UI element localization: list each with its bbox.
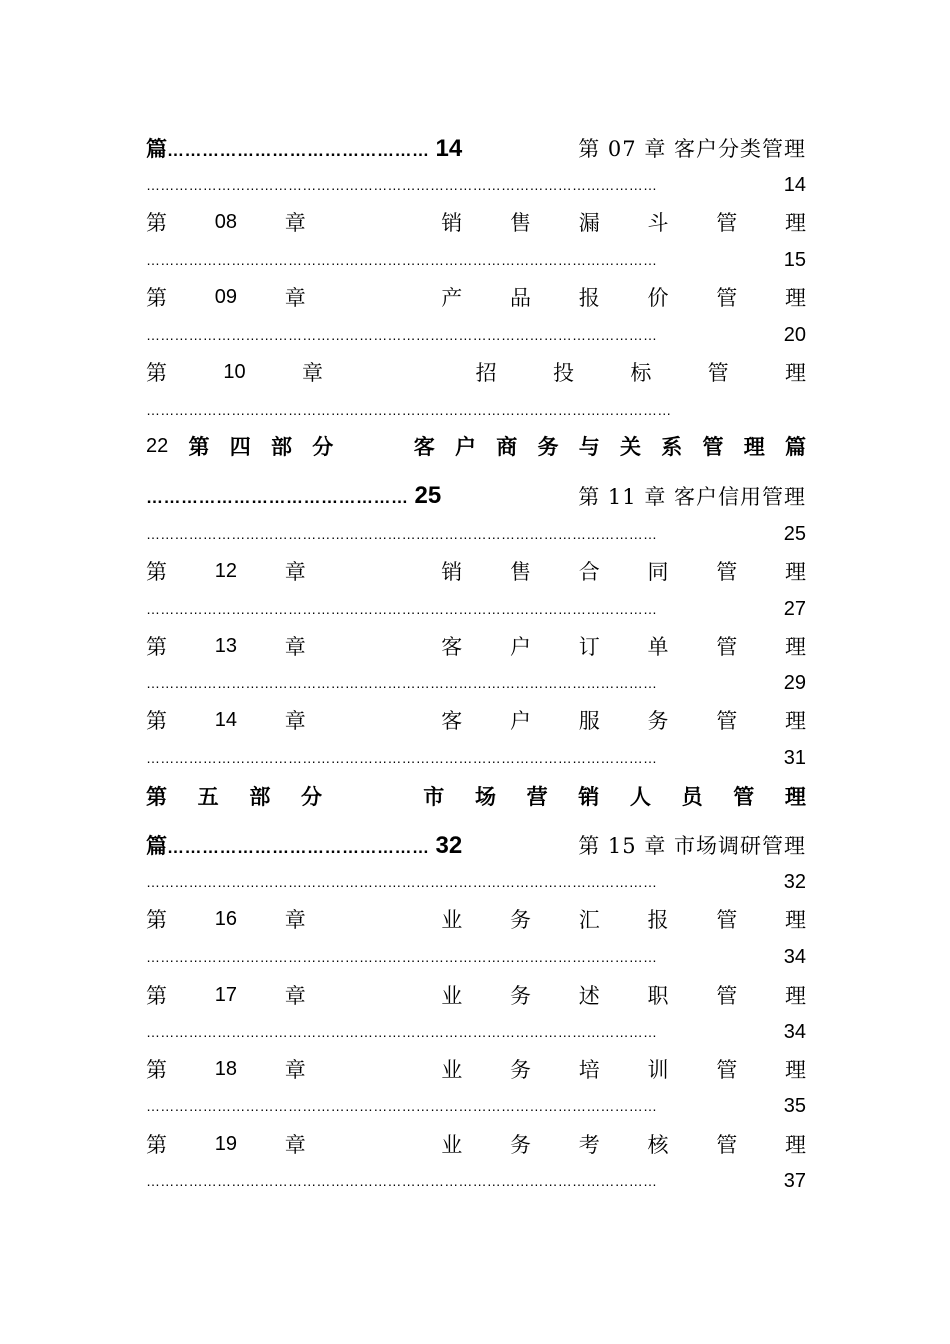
toc-entry <box>146 431 806 461</box>
page-number: 15 <box>783 248 806 271</box>
chapter-number: 08 <box>214 210 237 233</box>
title-char: 核 <box>647 1133 669 1157</box>
title-char: 户 <box>510 709 531 733</box>
title-char: 客 <box>413 434 435 459</box>
title-char: 业 <box>441 1133 463 1157</box>
page-number: 31 <box>783 746 806 769</box>
title-char: 第 <box>146 784 167 809</box>
title-char: 报 <box>647 908 669 932</box>
title-char: 务 <box>647 709 669 733</box>
chapter-number: 12 <box>214 559 237 582</box>
chapter-title: 第 07 章 客户分类管理 <box>578 137 806 161</box>
title-char: 四 <box>229 434 251 459</box>
title-char: 五 <box>197 784 219 809</box>
title-char: 理 <box>785 908 806 932</box>
page-number: 32 <box>783 870 806 893</box>
dot-leader: ……………………………………………………………………………………………… <box>146 527 658 541</box>
title-char: 订 <box>578 635 600 659</box>
page-number: 25 <box>414 482 442 509</box>
title-char: 章 <box>284 1133 306 1157</box>
title-char: 客 <box>441 635 463 659</box>
entry-left <box>146 830 462 860</box>
toc-entry <box>146 282 806 312</box>
dot-leader: ……………………………………………………………………………………………… <box>146 328 658 342</box>
title-char: 管 <box>716 709 738 733</box>
title-char: 第 <box>146 984 167 1008</box>
title-char: 管 <box>716 560 738 584</box>
title-char: 第 <box>146 635 167 659</box>
title-char: 训 <box>647 1058 669 1082</box>
toc-entry <box>146 1129 806 1159</box>
page-number: 37 <box>783 1169 806 1192</box>
title-char: 招 <box>475 361 497 385</box>
title-char: 理 <box>785 560 806 584</box>
title-char: 售 <box>510 211 531 235</box>
title-char: 场 <box>474 784 496 809</box>
title-char: 述 <box>578 984 600 1008</box>
toc-leader-line <box>146 942 806 972</box>
toc-entry <box>146 705 806 735</box>
dot-leader: ……………………………………… <box>167 838 430 857</box>
title-char: 管 <box>716 1058 738 1082</box>
title-char: 第 <box>146 361 167 385</box>
title-char: 商 <box>496 434 518 459</box>
title-char: 客 <box>441 709 463 733</box>
title-char: 职 <box>647 984 669 1008</box>
title-char: 务 <box>510 1058 531 1082</box>
title-char: 业 <box>441 1058 463 1082</box>
toc-entry-mixed <box>146 830 806 860</box>
page-number: 14 <box>435 135 463 162</box>
entry-left <box>146 133 462 163</box>
toc-entry <box>146 781 806 811</box>
title-char: 产 <box>441 286 463 310</box>
title-char: 销 <box>578 784 600 809</box>
title-char: 合 <box>578 560 600 584</box>
chapter-number: 19 <box>214 1132 237 1155</box>
chapter-number: 22 <box>146 434 169 457</box>
title-char: 章 <box>284 908 306 932</box>
toc-leader-line <box>146 867 806 897</box>
title-char: 章 <box>284 984 306 1008</box>
title-char: 漏 <box>578 211 600 235</box>
title-char: 销 <box>441 211 463 235</box>
toc-leader-line <box>146 743 806 773</box>
title-char: 务 <box>510 1133 531 1157</box>
dot-leader: ……………………………………………………………………………………………… <box>146 1025 658 1039</box>
title-char: 人 <box>629 784 651 809</box>
title-char: 汇 <box>578 908 600 932</box>
page-number: 34 <box>783 945 806 968</box>
title-char: 第 <box>146 560 167 584</box>
title-char: 业 <box>441 908 463 932</box>
toc-leader-line <box>146 1017 806 1047</box>
page-number: 25 <box>783 522 806 545</box>
page-number: 14 <box>783 173 806 196</box>
title-char: 户 <box>510 635 531 659</box>
title-char: 篇 <box>785 434 806 459</box>
title-char: 第 <box>146 709 167 733</box>
chapter-number: 10 <box>223 360 246 383</box>
title-char: 部 <box>249 784 271 809</box>
title-char: 务 <box>510 984 531 1008</box>
dot-leader: ……………………………………………………………………………………………… <box>146 253 658 267</box>
title-char: 理 <box>785 635 806 659</box>
toc-entry <box>146 1054 806 1084</box>
title-char: 第 <box>146 286 167 310</box>
toc-entry <box>146 980 806 1010</box>
title-char: 第 <box>188 434 210 459</box>
title-char: 理 <box>785 211 806 235</box>
dot-leader: ……………………………………………………………………………………………… <box>146 950 658 964</box>
page-number: 27 <box>783 597 806 620</box>
title-char: 分 <box>300 784 322 809</box>
page-number: 29 <box>783 671 806 694</box>
title-char: 务 <box>537 434 559 459</box>
title-char: 户 <box>455 434 476 459</box>
title-char: 同 <box>647 560 669 584</box>
title-char: 第 <box>146 908 167 932</box>
dot-leader: ……………………………………………………………………………………………… <box>146 875 658 889</box>
title-char: 管 <box>716 286 738 310</box>
dot-leader: ……………………………………………………………………………………………… <box>146 178 658 192</box>
title-char: 品 <box>510 286 531 310</box>
title-char: 务 <box>510 908 531 932</box>
title-char: 理 <box>743 434 765 459</box>
chapter-number: 13 <box>214 634 237 657</box>
title-char: 理 <box>785 984 806 1008</box>
toc-leader-line <box>146 1091 806 1121</box>
dot-leader: ……………………………………………………………………………………………… <box>146 1099 658 1113</box>
dot-leader: ……………………………………… <box>146 488 409 507</box>
title-char: 单 <box>647 635 669 659</box>
chapter-number: 14 <box>214 708 237 731</box>
toc-leader-line <box>146 245 806 275</box>
dot-leader: ……………………………………………………………………………………………… <box>146 1174 658 1188</box>
toc-leader-line <box>146 1166 806 1196</box>
title-char: 销 <box>441 560 463 584</box>
page-number: 20 <box>783 323 806 346</box>
dot-leader: ………………………………………………………………………………………………… <box>146 403 672 417</box>
title-char: 与 <box>578 434 600 459</box>
part-tail: 篇 <box>146 833 167 858</box>
dot-leader: ……………………………………………………………………………………………… <box>146 751 658 765</box>
title-char: 分 <box>312 434 334 459</box>
dot-leader: ……………………………………………………………………………………………… <box>146 602 658 616</box>
title-char: 第 <box>146 1133 167 1157</box>
title-char: 员 <box>681 784 703 809</box>
chapter-title: 第 11 章 客户信用管理 <box>578 485 806 509</box>
title-char: 部 <box>271 434 292 459</box>
toc-leader-line <box>146 519 806 549</box>
title-char: 市 <box>423 784 445 809</box>
title-char: 斗 <box>647 211 669 235</box>
title-char: 关 <box>620 434 641 459</box>
title-char: 价 <box>647 286 669 310</box>
title-char: 第 <box>146 211 167 235</box>
title-char: 理 <box>784 784 806 809</box>
title-char: 营 <box>526 784 548 809</box>
toc-entry <box>146 631 806 661</box>
title-char: 管 <box>702 434 724 459</box>
title-char: 章 <box>284 635 306 659</box>
title-char: 章 <box>284 286 306 310</box>
title-char: 理 <box>785 1133 806 1157</box>
page-number: 34 <box>783 1020 806 1043</box>
toc-entry-mixed <box>146 481 806 511</box>
toc-entry <box>146 904 806 934</box>
title-char: 管 <box>707 361 729 385</box>
title-char: 系 <box>661 434 683 459</box>
title-char: 章 <box>301 361 323 385</box>
toc-entry <box>146 357 806 387</box>
dot-leader: ……………………………………… <box>167 141 430 160</box>
part-tail: 篇 <box>146 136 167 161</box>
title-char: 标 <box>630 361 652 385</box>
title-char: 服 <box>578 709 600 733</box>
dot-leader: ……………………………………………………………………………………………… <box>146 676 658 690</box>
chapter-title: 第 15 章 市场调研管理 <box>578 834 806 858</box>
title-char: 管 <box>716 1133 738 1157</box>
toc-entry-mixed <box>146 133 806 163</box>
page-number: 32 <box>435 832 463 859</box>
title-char: 章 <box>284 709 306 733</box>
toc-leader-line <box>146 594 806 624</box>
toc-leader-line <box>146 320 806 350</box>
entry-left <box>146 482 441 510</box>
chapter-number: 18 <box>214 1057 237 1080</box>
toc-leader-line <box>146 170 806 200</box>
page-number: 35 <box>783 1094 806 1117</box>
title-char: 业 <box>441 984 463 1008</box>
title-char: 售 <box>510 560 531 584</box>
title-char: 理 <box>785 286 806 310</box>
toc-leader-line <box>146 395 806 425</box>
chapter-number: 16 <box>214 907 237 930</box>
title-char: 考 <box>578 1133 600 1157</box>
title-char: 管 <box>716 211 738 235</box>
toc-leader-line <box>146 668 806 698</box>
chapter-number: 17 <box>214 983 237 1006</box>
title-char: 理 <box>785 709 806 733</box>
title-char: 投 <box>552 361 574 385</box>
toc-entry <box>146 556 806 586</box>
title-char: 章 <box>284 1058 306 1082</box>
title-char: 第 <box>146 1058 167 1082</box>
toc-entry <box>146 207 806 237</box>
chapter-number: 09 <box>214 285 237 308</box>
title-char: 报 <box>578 286 600 310</box>
title-char: 管 <box>716 984 738 1008</box>
title-char: 章 <box>284 560 306 584</box>
title-char: 管 <box>733 784 755 809</box>
title-char: 理 <box>785 1058 806 1082</box>
title-char: 培 <box>578 1058 600 1082</box>
title-char: 管 <box>716 908 738 932</box>
title-char: 理 <box>785 361 806 385</box>
title-char: 管 <box>716 635 738 659</box>
title-char: 章 <box>284 211 306 235</box>
